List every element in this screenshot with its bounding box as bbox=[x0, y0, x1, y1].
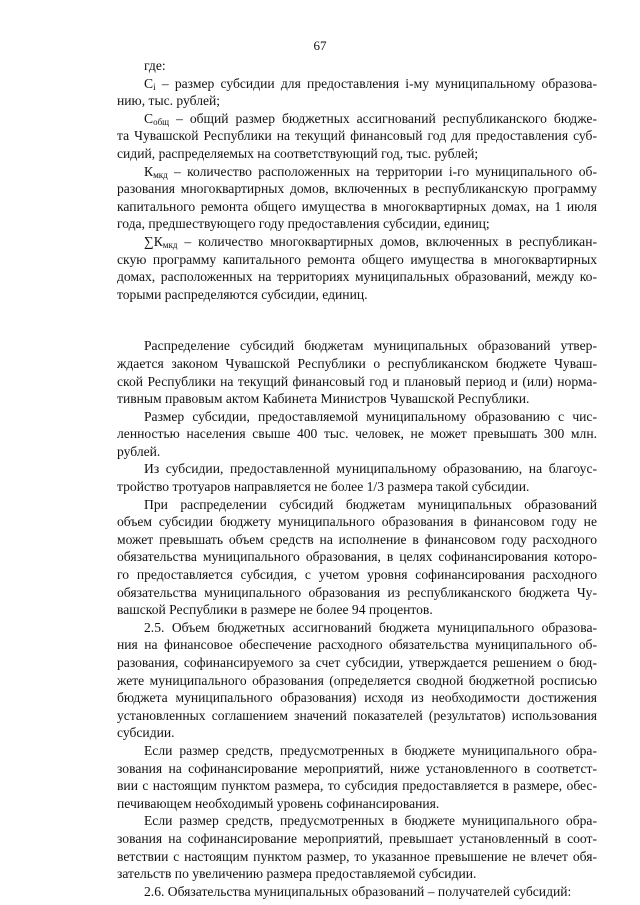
text-line: $С_i$ – размер субсидии для предоставления i-му муниципальному образова- bbox=[144, 75, 597, 92]
text-line: Распределение субсидий бюджетам муниципальных образований утвер- bbox=[144, 338, 597, 354]
text-line: ветствии с настоящим пунктом размер, то указанное превышение не влечет обя- bbox=[117, 848, 597, 864]
text-line: 2.6. Обязательства муниципальных образований – получателей субсидий: bbox=[144, 883, 572, 899]
text-line: года, предшествующего году предоставления субсидии, единиц; bbox=[117, 216, 490, 232]
document-body bbox=[117, 57, 597, 900]
text-line: зательств по увеличению размера предоставляемой субсидии. bbox=[117, 866, 477, 882]
text-line: установленных соглашением значений показателей (результатов) использования bbox=[117, 707, 597, 723]
text-line: бюджета муниципального образования) исходя из необходимости достижения bbox=[117, 690, 597, 706]
text-line: нию, тыс. рублей; bbox=[117, 93, 221, 109]
text-line: При распределении субсидий бюджетам муниципальных образований bbox=[144, 496, 597, 512]
text-line: Если размер средств, предусмотренных в бюджете муниципального обра- bbox=[144, 742, 597, 758]
text-line: домах, расположенных на территориях муниципальных образований, между ко- bbox=[117, 269, 597, 285]
text-line: та Чувашской Республики на текущий финансовый год для предоставления суб- bbox=[117, 128, 597, 144]
text-line: ждается законом Чувашской Республики о республиканском бюджете Чуваш- bbox=[117, 355, 597, 371]
text-line: Размер субсидии, предоставляемой муниципальному образованию с чис- bbox=[144, 408, 597, 424]
text-line: разования, софинансируемого за счет субсидии, утверждается решением о бюд- bbox=[117, 655, 597, 670]
text-line: разования многоквартирных домов, включенных в республиканскую программу bbox=[117, 181, 597, 197]
text-line: ской Республики на текущий финансовый год и плановый период и (или) норма- bbox=[117, 373, 597, 389]
text-line: вашской Республики в размере не более 94 процентов. bbox=[117, 602, 433, 618]
text-line: печивающем необходимый уровень софинансирования. bbox=[117, 795, 440, 811]
page-number: 67 bbox=[313, 38, 327, 53]
text-line: может превышать объем средств на исполнение в финансовом году расходного bbox=[117, 531, 597, 547]
text-line: ленностью населения свыше 400 тыс. человек, не может превышать 300 млн. bbox=[117, 426, 597, 442]
text-line: тройство тротуаров направляется не более 1/3 размера такой субсидии. bbox=[117, 479, 530, 495]
text-line: обязательства муниципального образования из республиканского бюджета Чу- bbox=[117, 584, 597, 600]
text-line: зования на софинансирование мероприятий, превышает установленный в соот- bbox=[117, 830, 597, 846]
text-line: $К_{мкд}$ – количество расположенных на территории i-го муниципального об- bbox=[144, 163, 597, 180]
text-line: вии с настоящим пунктом размера, то субсидия предоставляется в размере, обес- bbox=[117, 778, 597, 794]
text-line: тивным правовым актом Кабинета Министров Чувашской Республики. bbox=[117, 391, 530, 407]
text-line: где: bbox=[144, 58, 166, 73]
text-line: объем субсидии бюджету муниципального образования в финансовом году не bbox=[117, 514, 597, 530]
text-line: Если размер средств, предусмотренных в бюджете муниципального обра- bbox=[144, 813, 597, 829]
text-line: рублей. bbox=[117, 443, 161, 459]
text-line: Из субсидии, предоставленной муниципальному образованию, на благоус- bbox=[144, 461, 597, 477]
text-line: го предоставляется субсидия, с учетом уровня софинансирования расходного bbox=[117, 567, 597, 583]
paragraph-gap bbox=[117, 303, 597, 337]
text-line: торыми распределяются субсидии, единиц. bbox=[117, 286, 368, 302]
text-line: скую программу капитального ремонта общего имущества в многоквартирных bbox=[117, 251, 597, 267]
text-line: $\sum К_{мкд}$ – количество многоквартирных домов, включенных в республикан- bbox=[144, 233, 597, 250]
text-line: ния на финансовое обеспечение расходного обязательства муниципального об- bbox=[117, 637, 597, 653]
text-line: сидий, распределяемых на соответствующий год, тыс. рублей; bbox=[117, 145, 479, 161]
text-line: обязательства муниципального образования, в целях софинансирования которо- bbox=[117, 549, 597, 565]
text-line: жете муниципального образования (определяется сводной бюджетной росписью bbox=[117, 672, 597, 688]
text-line: зования на софинансирование мероприятий, ниже установленного в соответст- bbox=[117, 760, 597, 776]
text-line: $С_{общ}$ – общий размер бюджетных ассигнований республиканского бюдже- bbox=[144, 110, 597, 127]
text-line: капитального ремонта общего имущества в многоквартирных домах, на 1 июля bbox=[117, 198, 597, 214]
text-line: субсидии. bbox=[117, 725, 175, 741]
text-line: 2.5. Объем бюджетных ассигнований бюджета муниципального образова- bbox=[144, 619, 597, 635]
